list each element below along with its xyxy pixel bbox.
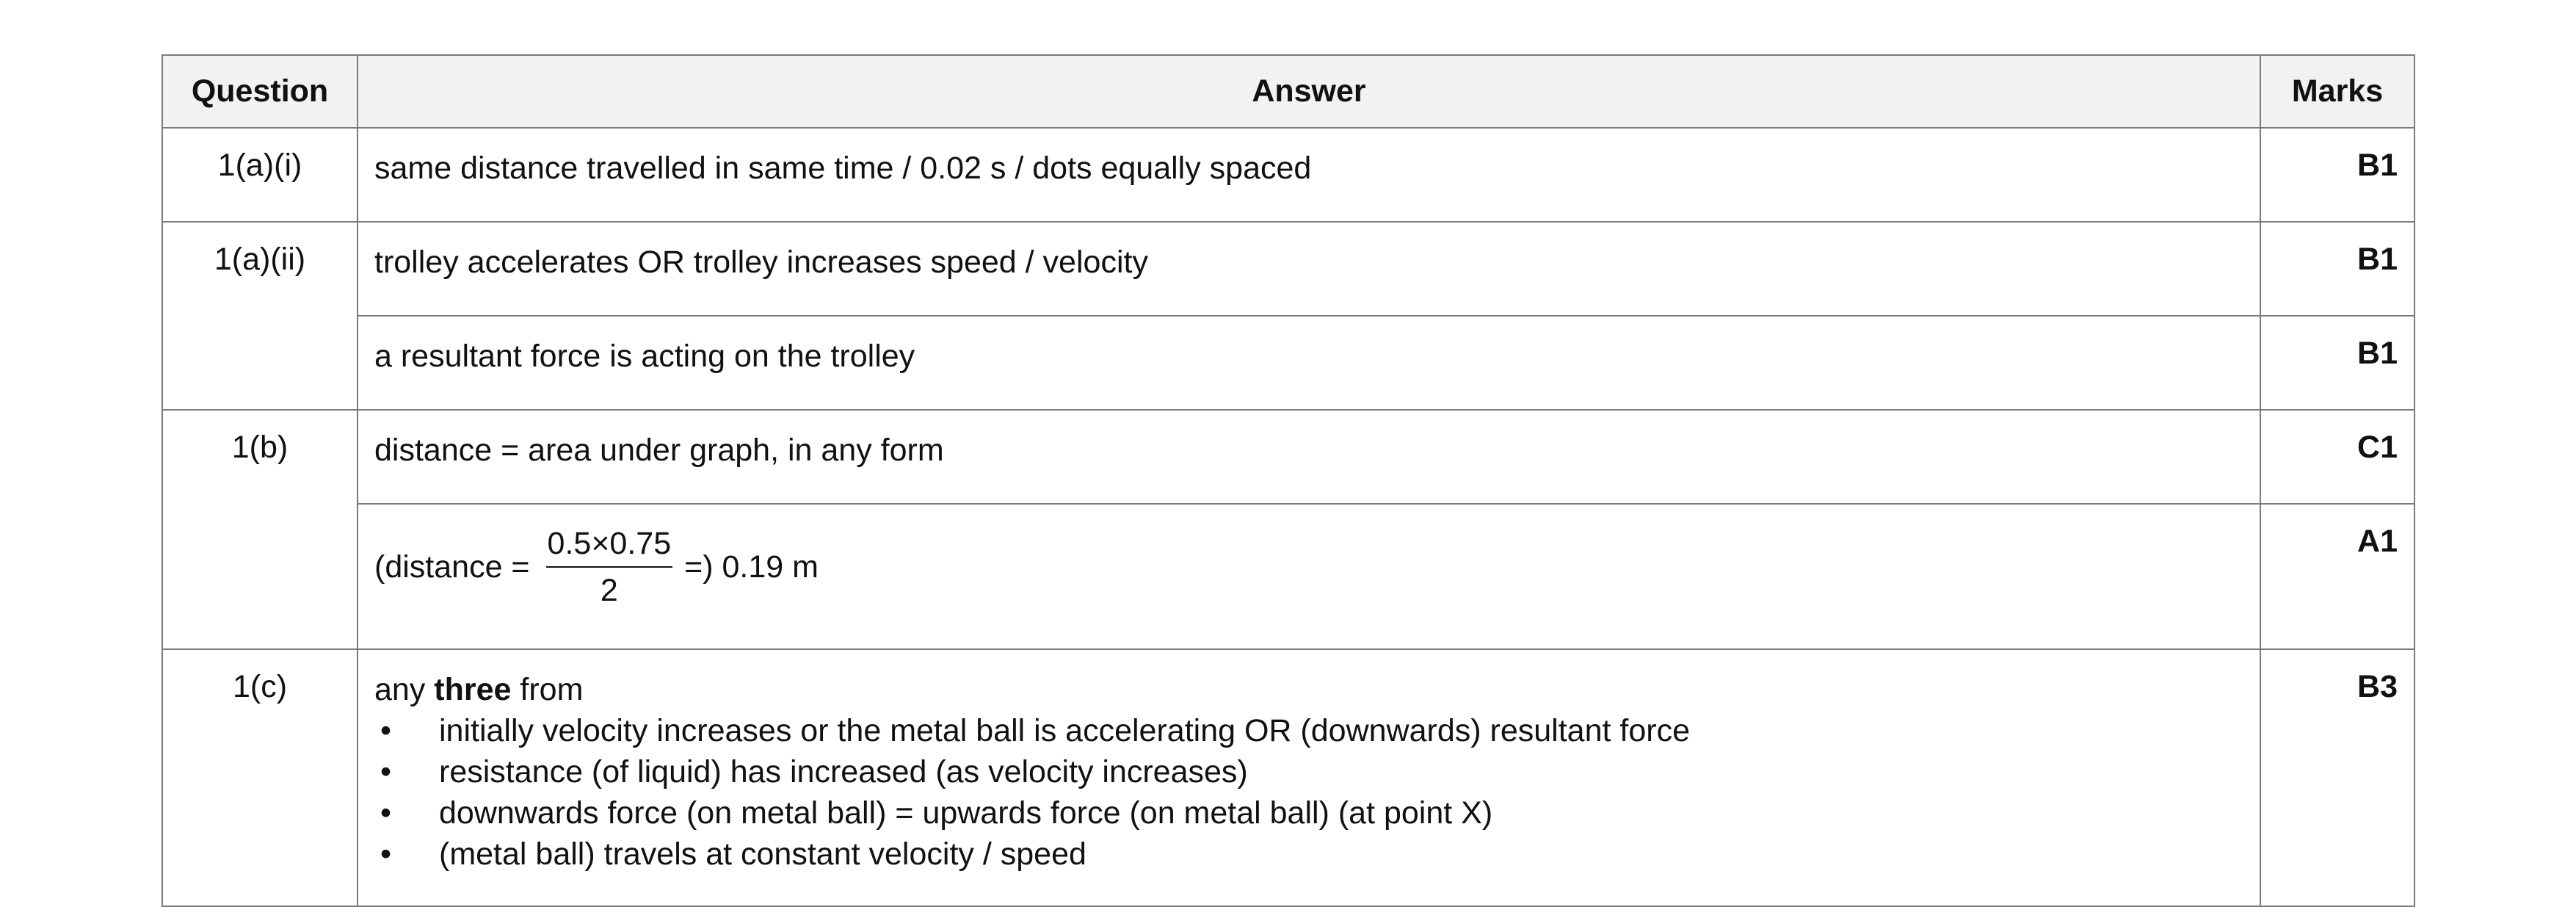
question-number: 1(a)(ii): [162, 222, 358, 410]
list-item-text: resistance (of liquid) has increased (as velocity increases): [439, 754, 1248, 789]
table-row: [162, 649, 2414, 906]
marks-value: B1: [2260, 316, 2414, 410]
lead-text: any: [374, 672, 426, 707]
bullet-icon: •: [380, 713, 392, 748]
table-row: [162, 410, 2414, 504]
answer-lead: [374, 669, 2260, 710]
answer-list: [358, 649, 2260, 906]
list-item: [374, 792, 2260, 834]
mark-scheme-table: [162, 54, 2415, 907]
table-row: [162, 504, 2414, 649]
header-row: [162, 55, 2414, 128]
bullet-icon: •: [380, 836, 392, 872]
table-row: [162, 128, 2414, 222]
list-item-text: (metal ball) travels at constant velocity / speed: [439, 836, 1086, 872]
marks-value: B1: [2260, 222, 2414, 316]
calc-prefix: (distance =: [374, 549, 530, 585]
list-item: [374, 710, 2260, 751]
marks-value: C1: [2260, 410, 2414, 504]
bullet-icon: •: [380, 754, 392, 789]
fraction-numerator: 0.5×0.75: [546, 525, 673, 568]
marks-column-header: Marks: [2260, 55, 2414, 128]
bullet-icon: •: [380, 795, 392, 831]
question-number: 1(c): [162, 649, 358, 906]
answer-column-header: Answer: [358, 55, 2260, 128]
marks-value: B3: [2260, 649, 2414, 906]
question-column-header: Question: [162, 55, 358, 128]
answer-text: a resultant force is acting on the trolley: [358, 316, 2260, 410]
answer-text: trolley accelerates OR trolley increases speed / velocity: [358, 222, 2260, 316]
list-item: [374, 751, 2260, 792]
question-number: 1(a)(i): [162, 128, 358, 222]
list-item-text: downwards force (on metal ball) = upwards force (on metal ball) (at point X): [439, 795, 1493, 831]
list-item: [374, 834, 2260, 875]
table-row: [162, 316, 2414, 410]
fraction: [546, 525, 673, 609]
distance-calculation: [374, 512, 2260, 622]
answer-text: same distance travelled in same time / 0.02 s / dots equally spaced: [358, 128, 2260, 222]
table-body: [162, 128, 2414, 906]
question-number: 1(b): [162, 410, 358, 649]
marks-value: A1: [2260, 504, 2414, 649]
table-row: [162, 222, 2414, 316]
list-item-text: initially velocity increases or the metal ball is accelerating OR (downwards) resultant force: [439, 713, 1690, 748]
calc-suffix: =) 0.19 m: [684, 549, 819, 585]
marks-value: B1: [2260, 128, 2414, 222]
bullet-list: [374, 710, 2260, 875]
table-header: [162, 55, 2414, 128]
answer-text: distance = area under graph, in any form: [358, 410, 2260, 504]
lead-after: from: [520, 672, 584, 707]
lead-bold: three: [434, 672, 512, 707]
fraction-denominator: 2: [600, 573, 618, 608]
answer-calculation: [358, 504, 2260, 649]
